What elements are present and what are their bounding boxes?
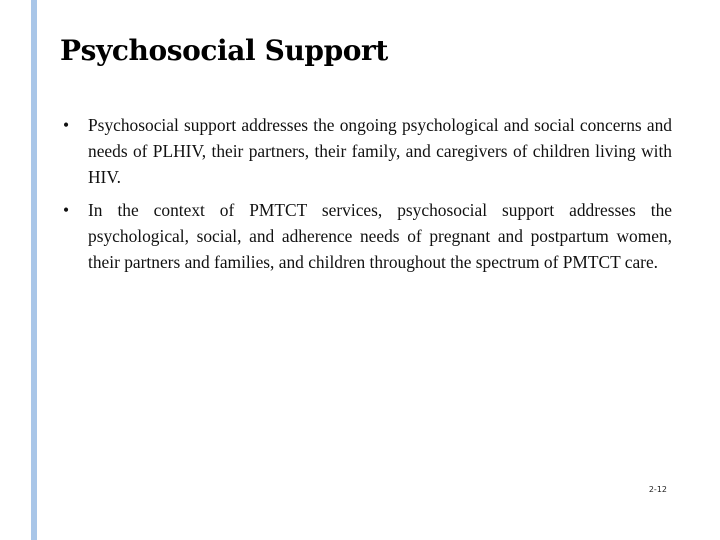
bullet-item	[60, 197, 672, 275]
bullet-item	[60, 112, 672, 190]
left-accent-bar	[31, 0, 37, 540]
slide-number: 2-12	[648, 485, 667, 494]
bullet-marker: •	[62, 200, 70, 220]
bullet-list	[60, 112, 672, 282]
slide-title: Psychosocial Support	[60, 34, 388, 67]
bullet-text: In the context of PMTCT services, psychosocial support addresses the psychological, social, and adherence needs of pregnant and postpartum women, their partners and families, and children throughout the spectrum of PMTCT care.	[88, 200, 672, 272]
bullet-text: Psychosocial support addresses the ongoing psychological and social concerns and needs of PLHIV, their partners, their family, and caregivers of children living with HIV.	[88, 115, 672, 187]
bullet-marker: •	[62, 115, 70, 135]
